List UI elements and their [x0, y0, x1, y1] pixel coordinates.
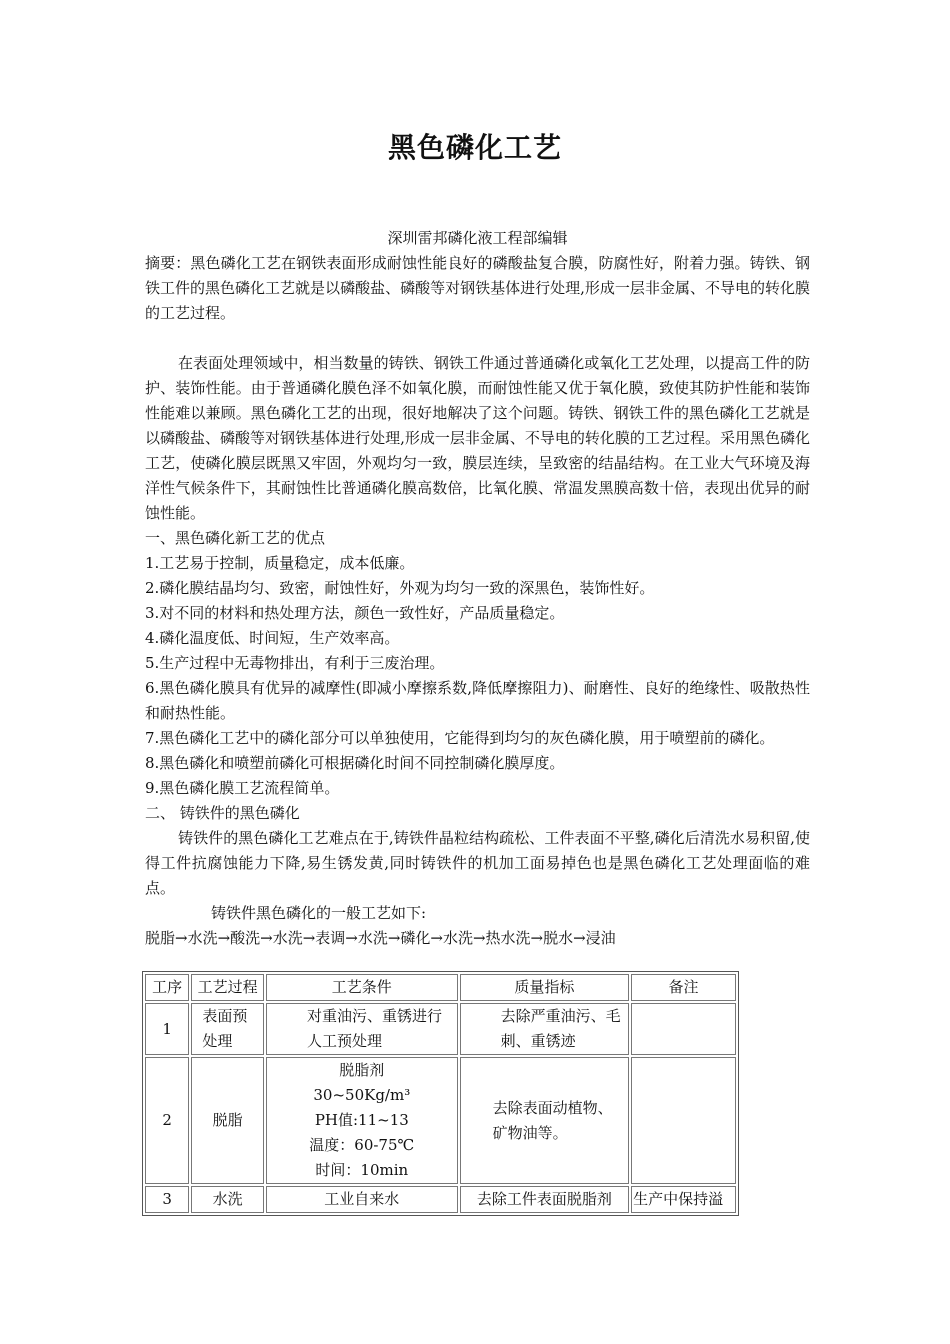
header-cell-process: 工艺过程 — [191, 974, 264, 1001]
intro-paragraph: 在表面处理领域中，相当数量的铸铁、钢铁工件通过普通磷化或氧化工艺处理，以提高工件的防护、装饰性能。由于普通磷化膜色泽不如氧化膜，而耐蚀性能又优于氧化膜，致使其防护性能和装饰性能难以兼顾。黑色磷化工艺的出现，很好地解决了这个问题。铸铁、钢铁工件的黑色磷化工艺就是以磷酸盐、磷酸等对钢铁基体进行处理,形成一层非金属、不导电的转化膜的工艺过程。采用黑色磷化工艺，使磷化膜层既黑又牢固，外观均匀一致，膜层连续，呈致密的结晶结构。在工业大气环境及海洋性气候条件下，其耐蚀性比普通磷化膜高数倍，比氧化膜、常温发黑膜高数十倍，表现出优异的耐蚀性能。 — [145, 354, 810, 522]
section2-heading: 二、 铸铁件的黑色磷化 — [145, 804, 300, 822]
cell-note: 生产中保持溢 — [631, 1186, 736, 1213]
cell-quality: 去除表面动植物、矿物油等。 — [460, 1057, 629, 1184]
document-body — [145, 226, 810, 951]
paragraph-spacer — [145, 326, 810, 351]
cell-quality: 去除工件表面脱脂剂 — [460, 1186, 629, 1213]
editor-line: 深圳雷邦磷化液工程部编辑 — [387, 229, 568, 247]
advantage-item: 6.黑色磷化膜具有优异的减摩性(即减小摩擦系数,降低摩擦阻力)、耐磨性、良好的绝缘性、吸散热性和耐热性能。 — [145, 679, 810, 722]
header-cell-quality: 质量指标 — [460, 974, 629, 1001]
cell-quality: 去除严重油污、毛刺、重锈迹 — [460, 1003, 629, 1055]
advantage-item: 1.工艺易于控制，质量稳定，成本低廉。 — [145, 554, 415, 572]
cell-step: 2 — [145, 1057, 189, 1184]
table-row — [145, 1003, 736, 1055]
process-flow: 脱脂→水洗→酸洗→水洗→表调→水洗→磷化→水洗→热水洗→脱水→浸油 — [145, 929, 616, 947]
condition-line: 时间：10min — [315, 1161, 409, 1179]
condition-line: 30~50Kg/m³ — [313, 1086, 411, 1104]
section2-paragraph: 铸铁件的黑色磷化工艺难点在于,铸铁件晶粒结构疏松、工件表面不平整,磷化后清洗水易积留,使得工件抗腐蚀能力下降,易生锈发黄,同时铸铁件的机加工面易掉色也是黑色磷化工艺处理面临的难点。 — [145, 829, 810, 897]
process-intro: 铸铁件黑色磷化的一般工艺如下: — [211, 904, 427, 922]
table-header-row — [145, 974, 736, 1001]
cell-note — [631, 1057, 736, 1184]
condition-line: 温度：60-75℃ — [309, 1136, 415, 1154]
table-row — [145, 1057, 736, 1184]
header-cell-note: 备注 — [631, 974, 736, 1001]
cell-note — [631, 1003, 736, 1055]
header-cell-step: 工序 — [145, 974, 189, 1001]
advantage-item: 5.生产过程中无毒物排出，有利于三废治理。 — [145, 654, 445, 672]
advantage-item: 2.磷化膜结晶均匀、致密，耐蚀性好，外观为均匀一致的深黑色，装饰性好。 — [145, 579, 655, 597]
advantage-item: 9.黑色磷化膜工艺流程简单。 — [145, 779, 340, 797]
document-title: 黑色磷化工艺 — [387, 131, 562, 164]
condition-line: PH值:11~13 — [314, 1111, 409, 1129]
cell-conditions: 对重油污、重锈进行人工预处理 — [266, 1003, 458, 1055]
abstract-paragraph: 摘要：黑色磷化工艺在钢铁表面形成耐蚀性能良好的磷酸盐复合膜，防腐性好，附着力强。铸铁、钢铁工件的黑色磷化工艺就是以磷酸盐、磷酸等对钢铁基体进行处理,形成一层非金属、不导电的转化膜的工艺过程。 — [145, 254, 810, 322]
advantage-item: 3.对不同的材料和热处理方法，颜色一致性好，产品质量稳定。 — [145, 604, 565, 622]
advantage-item: 8.黑色磷化和喷塑前磷化可根据磷化时间不同控制磷化膜厚度。 — [145, 754, 565, 772]
advantage-item: 7.黑色磷化工艺中的磷化部分可以单独使用，它能得到均匀的灰色磷化膜，用于喷塑前的磷化。 — [145, 729, 775, 747]
cell-conditions: 工业自来水 — [266, 1186, 458, 1213]
cell-process: 表面预处理 — [191, 1003, 264, 1055]
cell-process: 水洗 — [191, 1186, 264, 1213]
table-row — [145, 1186, 736, 1213]
cell-step: 3 — [145, 1186, 189, 1213]
cell-step: 1 — [145, 1003, 189, 1055]
header-cell-conditions: 工艺条件 — [266, 974, 458, 1001]
process-table — [142, 971, 739, 1216]
cell-conditions — [266, 1057, 458, 1184]
condition-line: 脱脂剂 — [339, 1061, 385, 1079]
advantage-item: 4.磷化温度低、时间短，生产效率高。 — [145, 629, 400, 647]
section1-heading: 一、黑色磷化新工艺的优点 — [145, 529, 326, 547]
cell-process: 脱脂 — [191, 1057, 264, 1184]
